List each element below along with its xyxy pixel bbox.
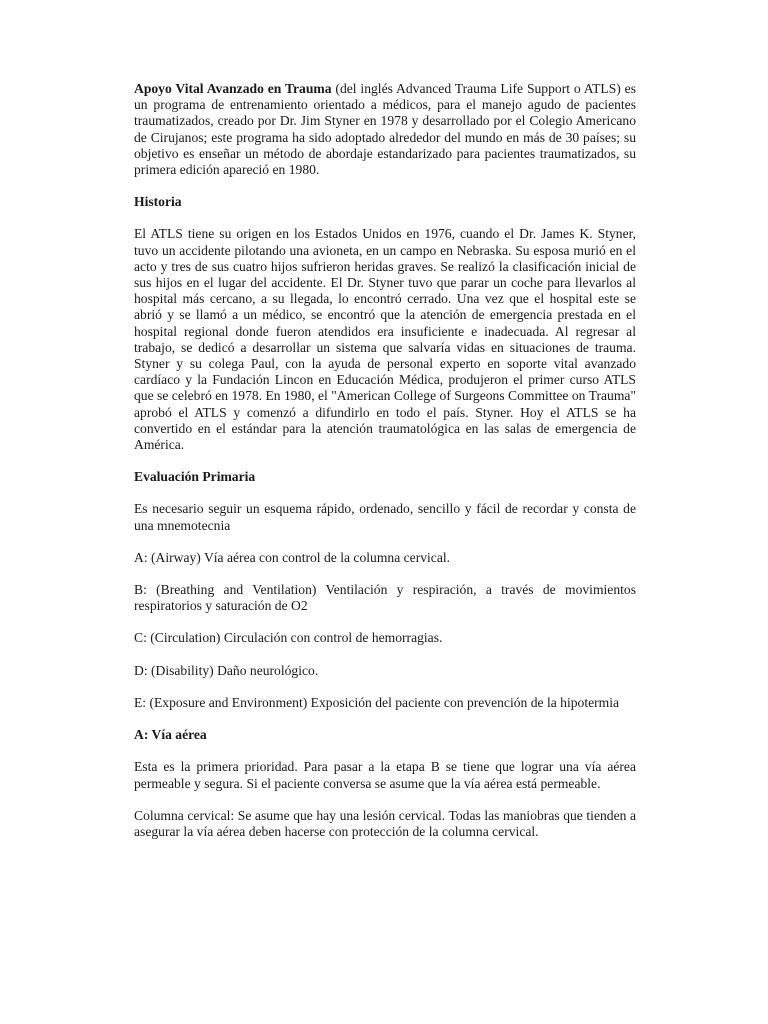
list-item-airway: A: (Airway) Vía aérea con control de la columna cervical.: [134, 549, 451, 565]
list-item-breathing: B: (Breathing and Ventilation) Ventilación y respiración, a través de movimientos respiratorios y saturación de O2: [134, 582, 636, 614]
heading-via-aerea: A: Vía aérea: [134, 727, 207, 743]
heading-historia: Historia: [134, 194, 182, 210]
intro-bold-lead: Apoyo Vital Avanzado en Trauma: [134, 81, 332, 96]
via-aerea-paragraph-1: Esta es la primera prioridad. Para pasar a la etapa B se tiene que lograr una vía aérea permeable y segura. Si el paciente conversa se asume que la vía aérea está permeable.: [134, 759, 636, 791]
list-item-exposure: E: (Exposure and Environment) Exposición del paciente con prevención de la hipotermia: [134, 694, 620, 710]
intro-paragraph: [134, 81, 636, 178]
list-item-circulation: C: (Circulation) Circulación con control de hemorragias.: [134, 630, 443, 646]
historia-paragraph: El ATLS tiene su origen en los Estados Unidos en 1976, cuando el Dr. James K. Styner, tuvo un accidente pilotando una avioneta, en un campo en Nebraska. Su esposa murió en el acto y tres de sus cuatro hijos sufrieron heridas graves. Se realizó la clasificación inicial de sus hijos en el lugar del accidente. El Dr. Styner tuvo que parar un coche para llevarlos al hospital más cercano, a su llegada, lo encontró cerrado. Una vez que el hospital este se abrió y se llamó a un médico, se encontró que la atención de emergencia prestada en el hospital regional donde fueron atendidos era insuficiente e inadecuada. Al regresar al trabajo, se dedicó a desarrollar un sistema que salvaría vidas en situaciones de trauma. Styner y su colega Paul, con la ayuda de personal experto en soporte vital avanzado cardíaco y la Fundación Lincon en Educación Médica, produjeron el primer curso ATLS que se celebró en 1978. En 1980, el "American College of Surgeons Committee on Trauma" aprobó el ATLS y comenzó a difundirlo en todo el país. Styner. Hoy el ATLS se ha convertido en el estándar para la atención traumatológica en las salas de emergencia de América.: [134, 226, 636, 453]
list-item-disability: D: (Disability) Daño neurológico.: [134, 662, 319, 678]
heading-evaluacion-primaria: Evaluación Primaria: [134, 469, 256, 485]
evaluacion-intro: Es necesario seguir un esquema rápido, ordenado, sencillo y fácil de recordar y consta de una mnemotecnia: [134, 501, 636, 533]
via-aerea-paragraph-2: Columna cervical: Se asume que hay una lesión cervical. Todas las maniobras que tienden a asegurar la vía aérea deben hacerse con protección de la columna cervical.: [134, 807, 636, 839]
intro-text: (del inglés Advanced Trauma Life Support o ATLS) es un programa de entrenamiento orientado a médicos, para el manejo agudo de pacientes traumatizados, creado por Dr. Jim Styner en 1978 y desarrollado por el Colegio Americano de Cirujanos; este programa ha sido adoptado alrededor del mundo en más de 30 países; su objetivo es enseñar un método de abordaje estandarizado para pacientes traumatizados, su primera edición apareció en 1980.: [134, 81, 637, 178]
